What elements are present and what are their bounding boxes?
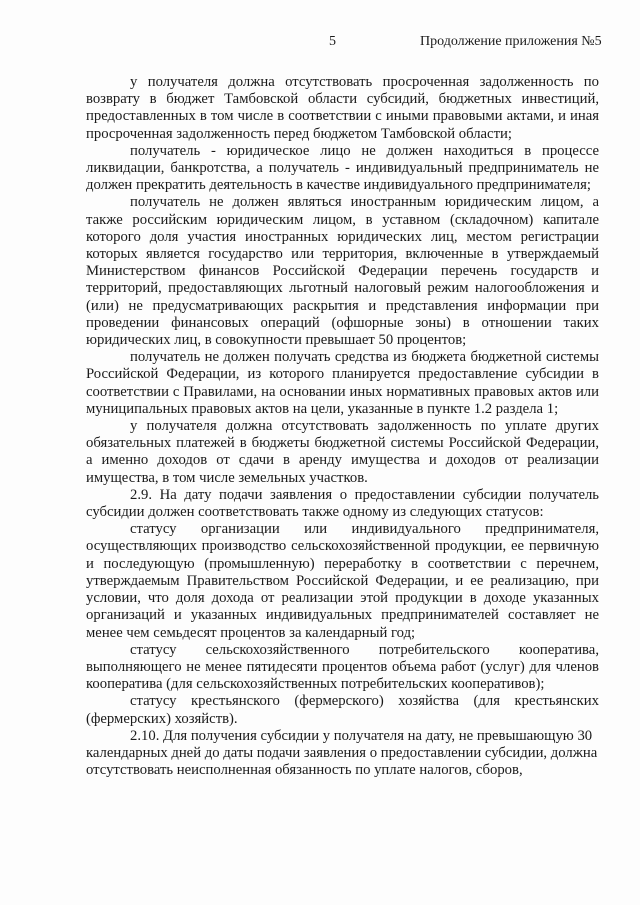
paragraph-status-farm: статусу крестьянского (фермерского) хозяйства (для крестьянских (фермерских) хозяйств). — [86, 693, 599, 727]
paragraph-2-9: 2.9. На дату подачи заявления о предоставлении субсидии получатель субсидии должен соответствовать также одному из следующих статусов: — [86, 486, 599, 521]
paragraph-mandatory-payments: у получателя должна отсутствовать задолженность по уплате других обязательных платежей в бюджеты бюджетной системы Российской Федерации, а именно доходов от сдачи в аренду имущества и доходов от реализации имущества, в том числе земельных участков. — [86, 418, 599, 486]
document-body — [86, 74, 599, 779]
paragraph-status-producer: статусу организации или индивидуального предпринимателя, осуществляющих производство сельскохозяйственной продукции, ее первичную и последующую (промышленную) переработку в соответствии с перечнем, утверждаемым Правительством Российской Федерации, и ее реализацию, при условии, что доля дохода от реализации этой продукции в доходе указанных организаций и указанных индивидуальных предпринимателей составляет не менее чем семьдесят процентов за календарный год; — [86, 521, 599, 641]
page-number: 5 — [329, 34, 336, 49]
paragraph-other-budget-funds: получатель не должен получать средства из бюджета бюджетной системы Российской Федерации, из которого планируется предоставление субсидии в соответствии с Правилами, на основании иных нормативных правовых актов или муниципальных правовых актов на цели, указанные в пункте 1.2 раздела 1; — [86, 349, 599, 417]
paragraph-2-10: 2.10. Для получения субсидии у получателя на дату, не превышающую 30 календарных дней до даты подачи заявления о предоставлении субсидии, должна отсутствовать неисполненная обязанность по уплате налогов, сборов, — [86, 727, 598, 779]
appendix-continuation-label: Продолжение приложения №5 — [420, 34, 602, 49]
paragraph-status-cooperative: статусу сельскохозяйственного потребительского кооператива, выполняющего не менее пятидесяти процентов объема работ (услуг) для членов кооператива (для сельскохозяйственных потребительских кооперативов); — [86, 641, 599, 693]
paragraph-liquidation: получатель - юридическое лицо не должен находиться в процессе ликвидации, банкротства, а получатель - индивидуальный предприниматель не должен прекратить деятельность в качестве индивидуального предпринимателя; — [86, 142, 599, 194]
paragraph-overdue-debt: у получателя должна отсутствовать просроченная задолженность по возврату в бюджет Тамбовской области субсидий, бюджетных инвестиций, предоставленных в том числе в соответствии с иными правовыми актами, и иная просроченная задолженность перед бюджетом Тамбовской области; — [86, 74, 599, 142]
paragraph-foreign-entity: получатель не должен являться иностранным юридическим лицом, а также российским юридическим лицом, в уставном (складочном) капитале которого доля участия иностранных юридических лиц, местом регистрации которых является государство или территория, включенные в утверждаемый Министерством финансов Российской Федерации перечень государств и территорий, предоставляющих льготный налоговый режим налогообложения и (или) не предусматривающих раскрытия и представления информации при проведении финансовых операций (офшорные зоны) в отношении таких юридических лиц, в совокупности превышает 50 процентов; — [86, 194, 599, 349]
